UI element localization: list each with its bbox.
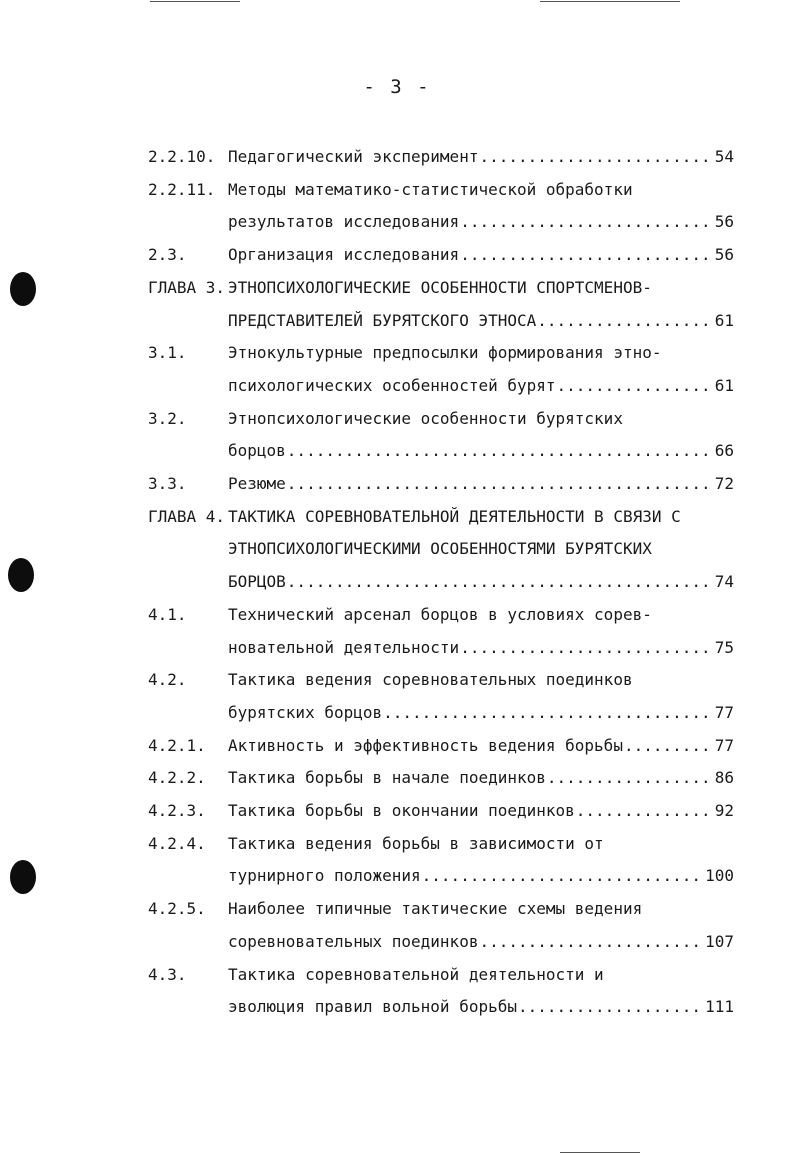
toc-entry xyxy=(0,763,794,793)
toc-dot-leader xyxy=(287,469,714,499)
toc-entry xyxy=(0,175,794,205)
toc-entry xyxy=(0,665,794,695)
toc-entry-title: БОРЦОВ xyxy=(228,572,286,592)
toc-dot-leader xyxy=(518,992,704,1022)
toc-entry-page: 72 xyxy=(714,474,734,493)
toc-entry-title: Тактика борьбы в начале поединков xyxy=(228,768,546,788)
toc-entry-page: 56 xyxy=(714,212,734,232)
toc-entry-title: Технический арсенал борцов в условиях сорев- xyxy=(228,604,652,624)
toc-entry xyxy=(0,731,794,761)
toc-entry-title: соревновательных поединков xyxy=(228,931,479,951)
toc-entry-title: Организация исследования xyxy=(228,245,460,265)
toc-entry xyxy=(0,371,794,401)
toc-entry xyxy=(0,927,794,957)
toc-entry-title: Методы математико-статистической обработки xyxy=(228,179,633,199)
toc-entry xyxy=(0,829,794,859)
toc-entry-title: ТАКТИКА СОРЕВНОВАТЕЛЬНОЙ ДЕЯТЕЛЬНОСТИ В СВЯЗИ С xyxy=(228,506,681,526)
toc-dot-leader xyxy=(479,927,704,957)
toc-dot-leader xyxy=(624,731,714,761)
toc-entry-number: 2.2.11. xyxy=(148,179,216,199)
toc-entry-title: бурятских борцов xyxy=(228,702,383,722)
toc-entry-title: Тактика ведения борьбы в зависимости от xyxy=(228,833,604,853)
toc-entry-page: 61 xyxy=(714,375,734,395)
toc-entry-number: 4.2.2. xyxy=(148,768,206,788)
toc-dot-leader xyxy=(287,436,714,466)
toc-entry xyxy=(0,240,794,270)
toc-entry-title: Наиболее типичные тактические схемы ведения xyxy=(228,899,643,919)
toc-entry xyxy=(0,698,794,728)
toc-entry-page: 54 xyxy=(714,147,734,166)
toc-entry xyxy=(0,338,794,368)
toc-dot-leader xyxy=(537,306,713,336)
toc-entry-page: 77 xyxy=(714,735,734,755)
toc-entry-number: 3.3. xyxy=(148,474,187,493)
toc-entry-number: 4.2.5. xyxy=(148,899,206,919)
toc-dot-leader xyxy=(287,567,714,597)
toc-dot-leader xyxy=(576,796,714,826)
toc-entry-title: Этнокультурные предпосылки формирования этно- xyxy=(228,343,662,363)
toc-entry xyxy=(0,894,794,924)
toc-dot-leader xyxy=(422,861,704,891)
toc-entry-number: 2.3. xyxy=(148,245,187,265)
toc-entry-page: 66 xyxy=(714,441,734,461)
toc-entry-title: Активность и эффективность ведения борьбы xyxy=(228,735,623,755)
toc-entry-number: 3.2. xyxy=(148,408,187,428)
toc-entry-title: Тактика борьбы в окончании поединков xyxy=(228,801,575,820)
toc-entry xyxy=(0,796,794,826)
toc-dot-leader xyxy=(460,207,714,237)
toc-entry-number: 4.1. xyxy=(148,604,187,624)
toc-entry-page: 75 xyxy=(714,637,734,657)
toc-entry-page: 107 xyxy=(705,931,734,951)
toc-entry-page: 77 xyxy=(714,702,734,722)
toc-entry xyxy=(0,142,794,172)
toc-entry-title: борцов xyxy=(228,441,286,461)
toc-entry xyxy=(0,633,794,663)
toc-entry-number: 4.3. xyxy=(148,964,187,984)
toc-entry-title: результатов исследования xyxy=(228,212,460,232)
toc-entry-title: Тактика ведения соревновательных поединков xyxy=(228,670,633,690)
scan-edge-top-right xyxy=(540,1,680,2)
toc-entry-title: Этнопсихологические особенности бурятских xyxy=(228,408,623,428)
toc-entry-title: психологических особенностей бурят xyxy=(228,375,556,395)
toc-entry-title: ЭТНОПСИХОЛОГИЧЕСКИЕ ОСОБЕННОСТИ СПОРТСМЕНОВ- xyxy=(228,277,652,297)
toc-entry xyxy=(0,469,794,499)
toc-dot-leader xyxy=(460,633,714,663)
toc-entry-page: 100 xyxy=(705,866,734,886)
toc-entry-number: 3.1. xyxy=(148,343,187,363)
toc-entry-number: 4.2.3. xyxy=(148,801,206,820)
toc-entry-title: новательной деятельности xyxy=(228,637,460,657)
toc-entry xyxy=(0,992,794,1022)
toc-entry xyxy=(0,960,794,990)
toc-entry-number: 4.2.4. xyxy=(148,833,206,853)
toc-entry-number: 2.2.10. xyxy=(148,147,216,166)
toc-entry-title: эволюция правил вольной борьбы xyxy=(228,997,517,1017)
toc-entry-page: 61 xyxy=(714,310,734,330)
toc-entry-title: Тактика соревновательной деятельности и xyxy=(228,964,604,984)
toc-dot-leader xyxy=(383,698,714,728)
scan-edge-bottom xyxy=(560,1152,640,1153)
toc-entry-page: 111 xyxy=(705,997,734,1017)
toc-entry-number: 4.2.1. xyxy=(148,735,206,755)
toc-entry-page: 74 xyxy=(714,572,734,592)
toc-entry xyxy=(0,861,794,891)
toc-entry-page: 86 xyxy=(714,768,734,788)
toc-entry-page: 92 xyxy=(714,801,734,820)
toc-entry xyxy=(0,306,794,336)
toc-entry xyxy=(0,273,794,303)
toc-entry xyxy=(0,567,794,597)
toc-entry xyxy=(0,404,794,434)
toc-dot-leader xyxy=(547,763,714,793)
toc-entry-title: ЭТНОПСИХОЛОГИЧЕСКИМИ ОСОБЕННОСТЯМИ БУРЯТСКИХ xyxy=(228,539,652,559)
toc-entry-number: ГЛАВА 3. xyxy=(148,277,226,297)
toc-entry xyxy=(0,436,794,466)
toc-entry-number: 4.2. xyxy=(148,670,187,690)
toc-dot-leader xyxy=(479,142,713,172)
toc-entry xyxy=(0,534,794,564)
toc-entry-page: 56 xyxy=(714,245,734,265)
toc-entry xyxy=(0,207,794,237)
toc-entry-title: ПРЕДСТАВИТЕЛЕЙ БУРЯТСКОГО ЭТНОСА xyxy=(228,310,537,330)
page-number: - 3 - xyxy=(363,76,431,98)
toc-dot-leader xyxy=(460,240,714,270)
toc-dot-leader xyxy=(557,371,714,401)
toc-entry-number: ГЛАВА 4. xyxy=(148,506,226,526)
toc-entry-title: Педагогический эксперимент xyxy=(228,147,479,166)
toc-entry-title: турнирного положения xyxy=(228,866,421,886)
toc-entry-title: Резюме xyxy=(228,474,286,493)
toc-entry xyxy=(0,502,794,532)
toc-entry xyxy=(0,600,794,630)
scan-edge-top-left xyxy=(150,1,240,2)
